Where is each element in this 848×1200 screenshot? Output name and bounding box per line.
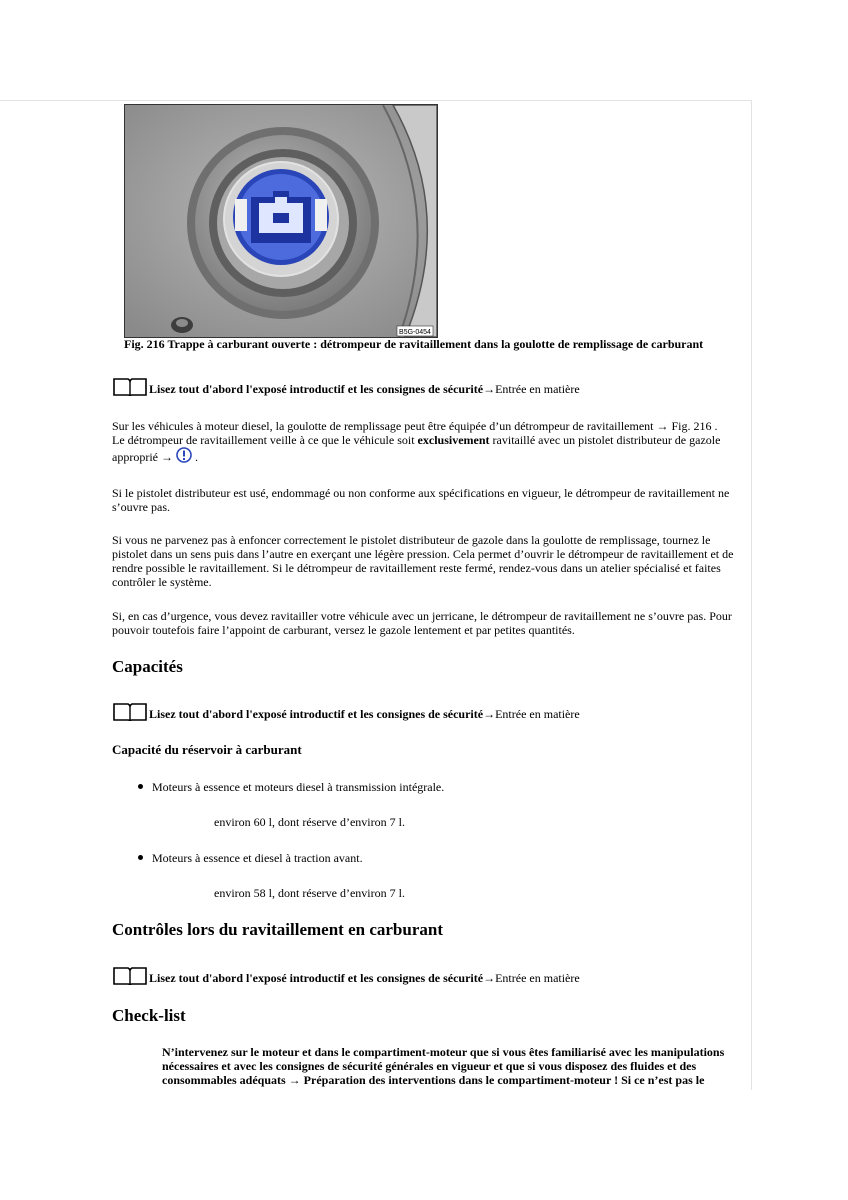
intro-text-2: Le détrompeur de ravitaillement veille à ce que le véhicule soit — [112, 433, 418, 447]
heading-check-list: Check-list — [112, 1006, 186, 1025]
read-first-link[interactable]: Entrée en matière — [495, 382, 580, 396]
warning-paragraph: N’intervenez sur le moteur et dans le compartiment-moteur que si vous êtes familiarisé avec les manipulations nécessaires et avec les consignes de sécurité générales en vigueur et que si vous disposez des fluides et des consommables adéquats → Préparation des interventions dans le compartiment-moteur ! Si ce n’est pas le — [162, 1045, 725, 1087]
fuel-filler-figure — [124, 104, 438, 338]
intro-text-3: ravitaillé avec un pistolet distributeur de gazole — [489, 433, 721, 447]
list-item-label: Moteurs à essence et diesel à traction avant. — [152, 851, 363, 865]
book-icon — [112, 702, 148, 722]
arrow: → — [483, 971, 496, 985]
subheading-capacite-reservoir: Capacité du réservoir à carburant — [112, 742, 302, 757]
intro-text-4: approprié → — [112, 450, 173, 464]
arrow: → — [483, 707, 496, 721]
intro-paragraph-4: Si, en cas d’urgence, vous devez ravitailler votre véhicule avec un jerricane, le détrompeur de ravitaillement ne s’ouvre pas. Pour pouvoir toutefois faire l’appoint de carburant, versez le gazole lentement et par petites quantités. — [112, 609, 732, 637]
read-first-text: Lisez tout d'abord l'exposé introductif et les consignes de sécurité — [149, 382, 484, 396]
read-first-link[interactable]: Entrée en matière — [495, 707, 580, 721]
heading-capacites: Capacités — [112, 657, 183, 676]
list-item — [138, 780, 444, 795]
list-item-value: environ 58 l, dont réserve d’environ 7 l. — [214, 886, 405, 900]
bullet-icon — [138, 855, 143, 860]
figure-code: B5G-0454 — [399, 329, 431, 336]
intro-paragraph-2: Si le pistolet distributeur est usé, endommagé ou non conforme aux spécifications en vigueur, le détrompeur de ravitaillement ne s’ouvre pas. — [112, 486, 730, 514]
intro-paragraph-1 — [112, 419, 742, 464]
list-item-label: Moteurs à essence et moteurs diesel à transmission intégrale. — [152, 780, 445, 794]
heading-controles: Contrôles lors du ravitaillement en carburant — [112, 920, 443, 939]
intro-bold: exclusivement — [417, 433, 490, 447]
arrow: → — [483, 382, 496, 396]
intro-text-end: . — [191, 450, 198, 464]
page-frame-right — [751, 100, 752, 1090]
read-first-notice — [112, 698, 580, 722]
list-item-value: environ 60 l, dont réserve d’environ 7 l. — [214, 815, 405, 829]
list-item — [138, 851, 363, 866]
warning-circle-icon[interactable] — [176, 447, 192, 463]
book-icon — [112, 966, 148, 986]
bullet-icon — [138, 784, 143, 789]
page-frame-top — [0, 100, 752, 101]
intro-paragraph-3: Si vous ne parvenez pas à enfoncer correctement le pistolet distributeur de gazole dans la goulotte de remplissage, tournez le pistolet dans un sens puis dans l’autre en exerçant une légère pression. Cela permet d’ouvrir le détrompeur de ravitaillement et de rendre possible le ravitaillement. Si le détrompeur de ravitaillement reste fermé, rendez-vous dans un atelier spécialisé et faites contrôler le système. — [112, 533, 734, 589]
book-icon — [112, 377, 148, 397]
read-first-link[interactable]: Entrée en matière — [495, 971, 580, 985]
intro-text-1: Sur les véhicules à moteur diesel, la goulotte de remplissage peut être équipée d’un détrompeur de ravitaillement → Fig. 216 . — [112, 419, 718, 433]
read-first-text: Lisez tout d'abord l'exposé introductif et les consignes de sécurité — [149, 707, 484, 721]
figure-caption: Fig. 216 Trappe à carburant ouverte : détrompeur de ravitaillement dans la goulotte de remplissage de carburant — [124, 337, 704, 351]
read-first-notice — [112, 373, 580, 397]
read-first-notice — [112, 962, 580, 986]
read-first-text: Lisez tout d'abord l'exposé introductif et les consignes de sécurité — [149, 971, 484, 985]
